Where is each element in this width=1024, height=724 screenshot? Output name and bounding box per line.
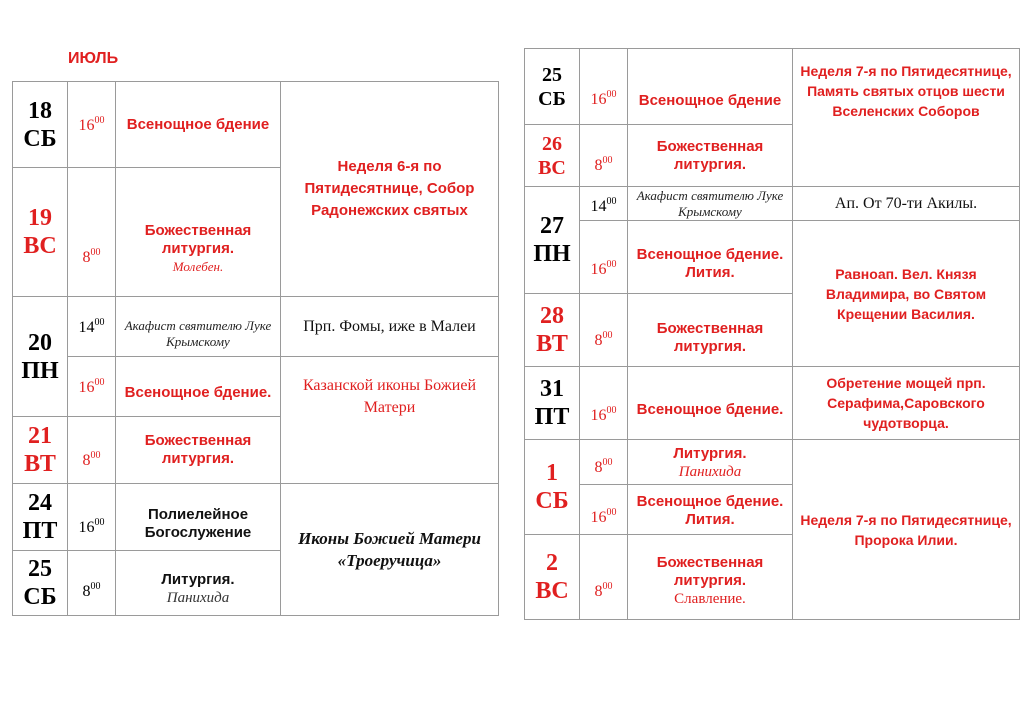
service-r25: Всенощное бдение <box>628 49 793 125</box>
day-r28: 28 ВТ <box>525 294 580 367</box>
time-21: $8^{00}$ <box>68 417 116 484</box>
schedule-table-left <box>12 81 499 616</box>
time-r2: $8^{00}$ <box>580 535 628 620</box>
month-title: ИЮЛЬ <box>68 50 119 67</box>
day-24: 24 ПТ <box>13 484 68 551</box>
feast-week-7-fathers: Неделя 7-я по Пятидесятнице, Память святых отцов шести Вселенских Соборов <box>793 49 1020 187</box>
day-r1: 1 СБ <box>525 440 580 535</box>
day-20: 20 ПН <box>13 297 68 417</box>
time-r1a: $8^{00}$ <box>580 440 628 485</box>
service-r1b: Всенощное бдение. Лития. <box>628 485 793 535</box>
time-r31: $16^{00}$ <box>580 367 628 440</box>
service-r27a: Акафист святителю Луке Крымскому <box>628 187 793 221</box>
service-20a: Акафист святителю Луке Крымскому <box>116 297 281 357</box>
time-25: $8^{00}$ <box>68 551 116 616</box>
service-19: Божественная литургия. Молебен. <box>116 168 281 297</box>
service-20b: Всенощное бдение. <box>116 357 281 417</box>
time-r27a: $14^{00}$ <box>580 187 628 221</box>
feast-week-6: Неделя 6-я по Пятидесятнице, Собор Радонежских святых <box>281 82 499 297</box>
feast-seraphim: Обретение мощей прп. Серафима,Саровского чудотворца. <box>793 367 1020 440</box>
day-21: 21 ВТ <box>13 417 68 484</box>
service-r2: Божественная литургия. Славление. <box>628 535 793 620</box>
day-18: 18 СБ <box>13 82 68 168</box>
schedule-table-right <box>524 48 1020 620</box>
day-25: 25 СБ <box>13 551 68 616</box>
service-r27b: Всенощное бдение. Лития. <box>628 221 793 294</box>
day-r25: 25 СБ <box>525 49 580 125</box>
day-r26: 26 ВС <box>525 125 580 187</box>
service-18: Всенощное бдение <box>116 82 281 168</box>
time-20a: $14^{00}$ <box>68 297 116 357</box>
time-r1b: $16^{00}$ <box>580 485 628 535</box>
feast-kazan: Казанской иконы Божией Матери <box>281 357 499 484</box>
feast-vladimir: Равноап. Вел. Князя Владимира, во Святом Крещении Василия. <box>793 221 1020 367</box>
day-r31: 31 ПТ <box>525 367 580 440</box>
service-r26: Божественная литургия. <box>628 125 793 187</box>
time-r25: $16^{00}$ <box>580 49 628 125</box>
feast-akila: Ап. От 70-ти Акилы. <box>793 187 1020 221</box>
feast-thomas: Прп. Фомы, иже в Малеи <box>281 297 499 357</box>
time-19: $8^{00}$ <box>68 168 116 297</box>
time-r26: $8^{00}$ <box>580 125 628 187</box>
feast-elijah: Неделя 7-я по Пятидесятнице, Пророка Илии. <box>793 440 1020 620</box>
feast-troeruchitsa: Иконы Божией Матери «Троеручица» <box>281 484 499 616</box>
time-r27b: $16^{00}$ <box>580 221 628 294</box>
time-r28: $8^{00}$ <box>580 294 628 367</box>
service-r1a: Литургия. Панихида <box>628 440 793 485</box>
time-20b: $16^{00}$ <box>68 357 116 417</box>
day-r2: 2 ВС <box>525 535 580 620</box>
service-r28: Божественная литургия. <box>628 294 793 367</box>
day-r27: 27 ПН <box>525 187 580 294</box>
service-21: Божественная литургия. <box>116 417 281 484</box>
service-25: Литургия. Панихида <box>116 551 281 616</box>
time-24: $16^{00}$ <box>68 484 116 551</box>
day-19: 19 ВС <box>13 168 68 297</box>
time-18: $16^{00}$ <box>68 82 116 168</box>
service-r31: Всенощное бдение. <box>628 367 793 440</box>
service-24: Полиелейное Богослужение <box>116 484 281 551</box>
